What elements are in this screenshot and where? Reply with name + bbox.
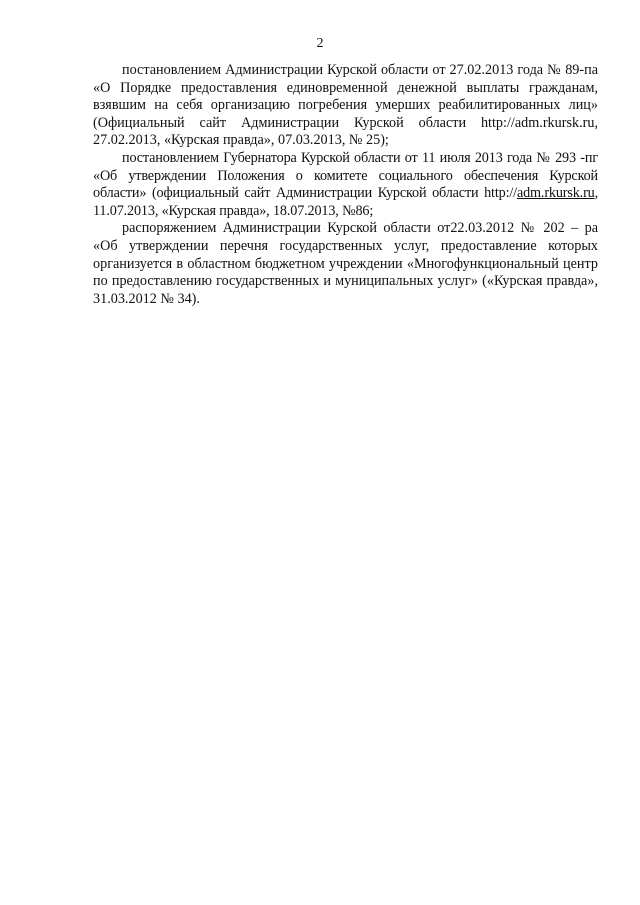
- paragraph-resolution-administration: постановлением Администрации Курской области от 27.02.2013 года № 89-па «О Порядке предоставления единовременной денежной выплаты гражданам, взявшим на себя организацию погребения умерших реабилитированных лиц» (Официальный сайт Администрации Курской области http://adm.rkursk.ru, 27.02.2013, «Курская правда», 07.03.2013, № 25);: [93, 62, 598, 149]
- paragraph-order-administration: распоряжением Администрации Курской области от22.03.2012 № 202 – ра «Об утверждении перечня государственных услуг, предоставление которых организуется в областном бюджетном учреждении «Многофункциональный центр по предоставлению государственных и муниципальных услуг» («Курская правда», 31.03.2012 № 34).: [93, 220, 598, 307]
- page-number: 2: [316, 36, 324, 51]
- paragraph-text-before-link: постановлением Губернатора Курской области от 11 июля 2013 года № 293 -пг «Об утверждении Положения о комитете социального обеспечения Курской области» (официальный сайт Администрации Курской области http://: [93, 149, 598, 202]
- paragraph-resolution-governor: [93, 150, 598, 220]
- adm-rkursk-link[interactable]: adm.rkursk.ru: [516, 185, 595, 202]
- paragraph-text-after-link: , 11.07.2013, «Курская правда», 18.07.2013, №86;: [93, 185, 598, 219]
- document-body: [93, 62, 598, 308]
